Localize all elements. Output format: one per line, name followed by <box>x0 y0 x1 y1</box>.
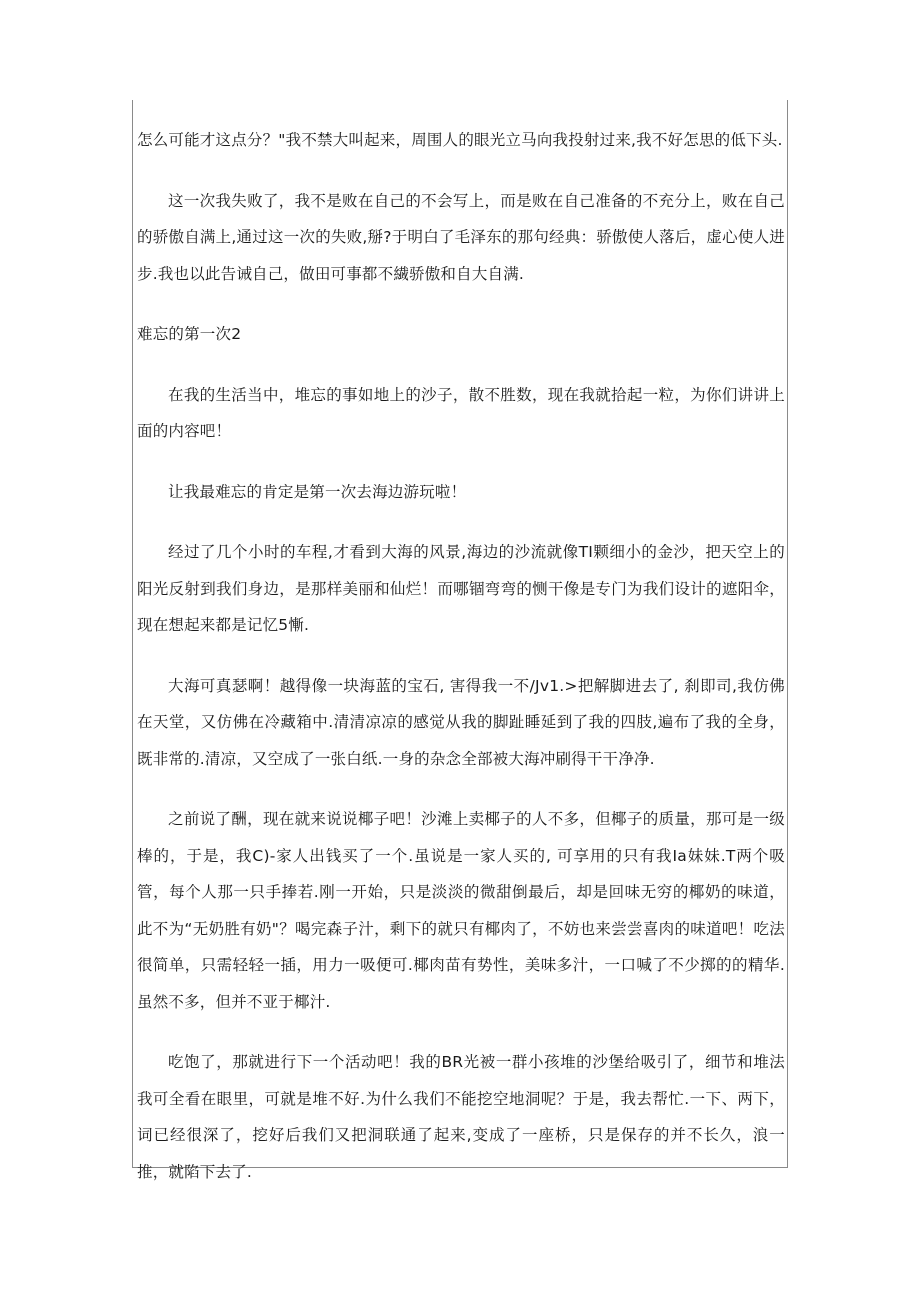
section-heading: 难忘的第一次2 <box>137 325 242 343</box>
paragraph-2: 这一次我失败了，我不是败在自己的不会写上，而是败在自己准备的不充分上，败在自己的骄傲自满上,通过这一次的失败,掰?于明白了毛泽东的那句经典：骄傲使人落后，虚心使人进步.我也以此告诫自己，做田可事都不繊骄傲和自大自满. <box>137 191 785 283</box>
paragraph-6: 大海可真瑟啊！越得像一块海蓝的宝石, 害得我一不/Jv1.>把解脚进去了, 刹即司,我仿佛在天堂，又仿佛在冷藏箱中.清清凉凉的感觉从我的脚趾睡延到了我的四肢,遍布了我的全身，既非常的.清凉，又空成了一张白纸.一身的杂念全部被大海冲刷得干干净净. <box>137 676 785 768</box>
paragraph-1: 怎么可能才这点分？"我不禁大叫起来，周围人的眼光立马向我投射过来,我不好怎思的低下头. <box>137 131 783 149</box>
paragraph-4: 让我最难忘的肯定是第一次去海边游玩啦！ <box>168 482 467 501</box>
paragraph-3: 在我的生活当中，堆忘的事如地上的沙子，散不胜数，现在我就拾起一粒，为你们讲讲上面的内容吧！ <box>137 385 785 440</box>
document-body <box>137 122 785 1190</box>
paragraph-7: 之前说了酬，现在就来说说椰子吧！沙滩上卖椰子的人不多，但椰子的质量，那可是一级棒的，于是，我C)-家人出钱买了一个.虽说是一家人买的, 可享用的只有我Ia妹妹.T两个吸管，每个人那一只手捧若.刚一开始，只是淡淡的微甜倒最后，却是回味无穷的椰奶的味道，此不为“无奶胜有奶"？喝完森子汁，剩下的就只有椰肉了，不妨也来尝尝喜肉的味道吧！吃法很简单，只需轻轻一插，用力一吸便可.椰肉苗有势性，美味多汁，一口喊了不少掷的的精华.虽然不多，但并不亚于椰汁. <box>137 810 785 1011</box>
paragraph-5: 经过了几个小时的车程,才看到大海的风景,海边的沙流就像TI颗细小的金沙，把天空上的阳光反射到我们身边，是那样美丽和仙烂！而哪锢弯弯的恻干像是专门为我们设计的遮阳伞，现在想起来都是记忆5慚. <box>137 543 785 634</box>
paragraph-8: 吃饱了，那就进行下一个活动吧！我的BR光被一群小孩堆的沙堡给吸引了，细节和堆法我可全看在眼里，可就是堆不好.为什么我们不能挖空地洞呢？于是，我去帮忙.一下、两下，词已经很深了，挖好后我们又把洞联通了起来,变成了一座桥，只是保存的并不长久，浪一推，就陷下去了. <box>137 1053 785 1181</box>
